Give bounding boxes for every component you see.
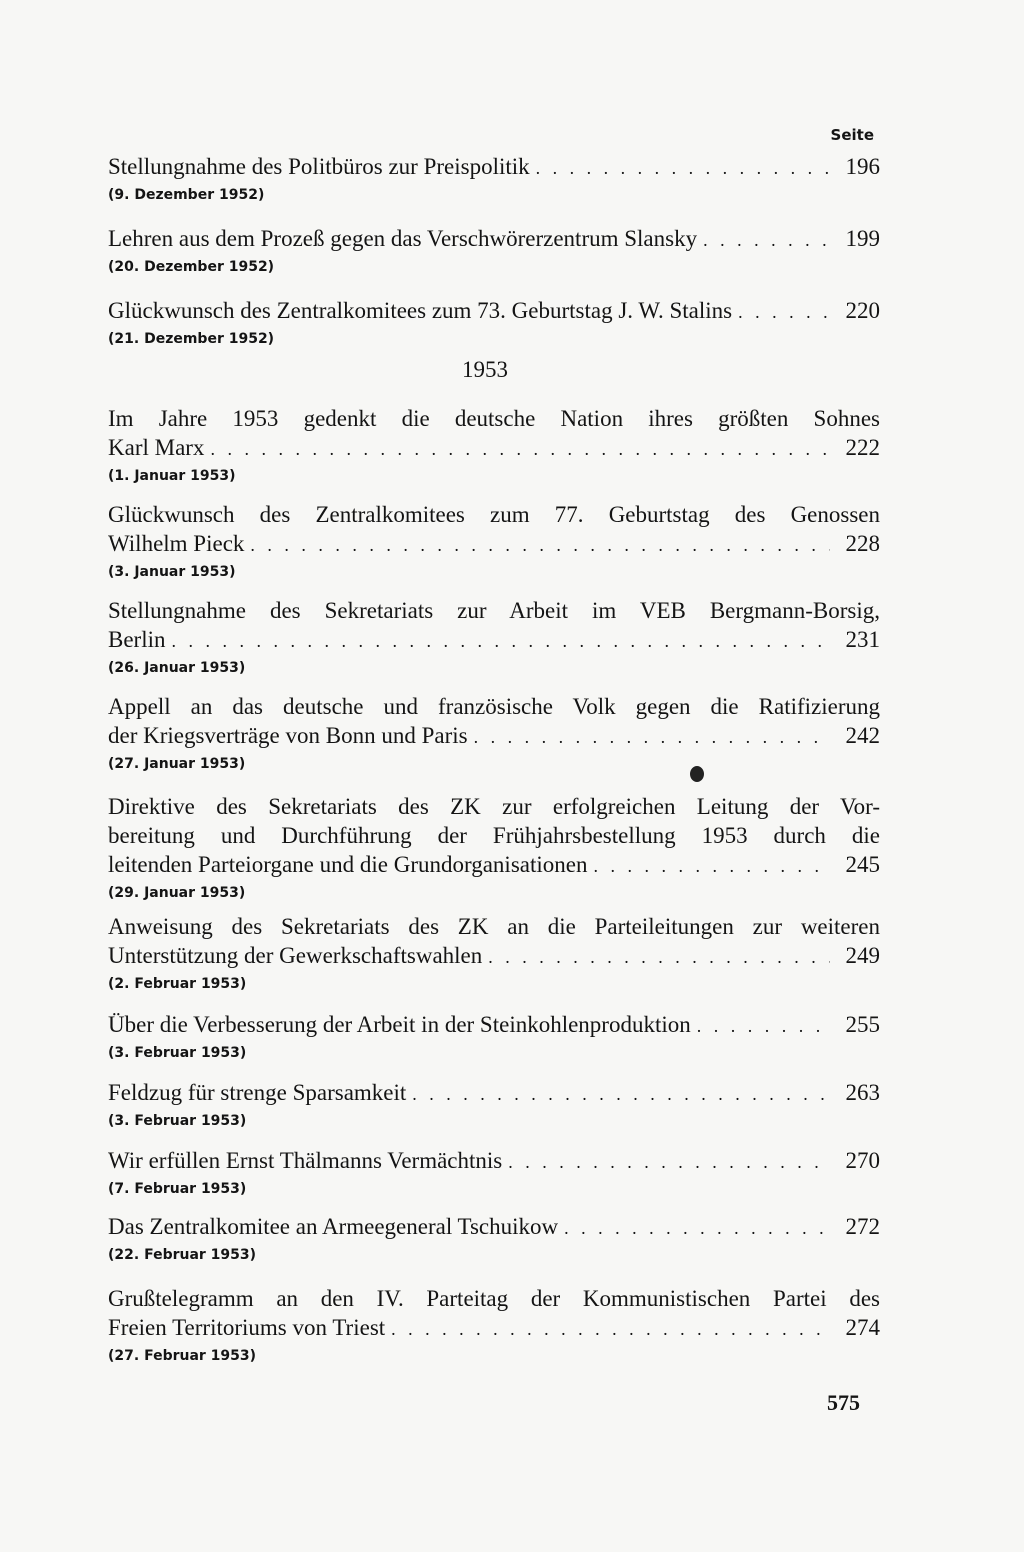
toc-entry-date: (7. Februar 1953) bbox=[108, 1181, 247, 1197]
toc-entry-date: (20. Dezember 1952) bbox=[108, 259, 275, 275]
toc-entry-date: (29. Januar 1953) bbox=[108, 885, 246, 901]
toc-entry-date: (26. Januar 1953) bbox=[108, 660, 246, 676]
leader-dots bbox=[564, 1214, 830, 1243]
toc-entry-title-line: Grußtelegramm an den IV. Parteitag der Kommunistischen Partei des bbox=[108, 1286, 880, 1311]
toc-entry-date: (3. Februar 1953) bbox=[108, 1045, 247, 1061]
page-number: 575 bbox=[827, 1390, 860, 1415]
toc-entry[interactable] bbox=[108, 500, 880, 580]
leader-dots bbox=[210, 435, 830, 464]
leader-dots bbox=[474, 723, 830, 752]
toc-entry[interactable] bbox=[108, 1078, 880, 1129]
leader-dots bbox=[697, 1012, 830, 1041]
page-column-header: Seite bbox=[830, 126, 874, 144]
leader-dots bbox=[593, 852, 830, 881]
leader-dots bbox=[488, 943, 830, 972]
toc-entry-page: 196 bbox=[845, 154, 880, 179]
toc-entry-page: 272 bbox=[845, 1214, 880, 1239]
toc-entry-date: (27. Januar 1953) bbox=[108, 756, 246, 772]
toc-entry-date: (3. Januar 1953) bbox=[108, 564, 236, 580]
toc-entry-title-line bbox=[108, 433, 880, 464]
toc-entry-title: Karl Marx bbox=[108, 435, 205, 460]
toc-entry-page: 222 bbox=[845, 435, 880, 460]
toc-entry[interactable] bbox=[108, 912, 880, 992]
toc-entry-page: 242 bbox=[845, 723, 880, 748]
toc-entry-title: Wir erfüllen Ernst Thälmanns Vermächtnis bbox=[108, 1148, 503, 1173]
toc-entry-page: 228 bbox=[845, 531, 880, 556]
toc-entry-title-line bbox=[108, 1010, 880, 1041]
toc-entry[interactable] bbox=[108, 1010, 880, 1061]
toc-entry-page: 199 bbox=[845, 226, 880, 251]
toc-entry-title: Feldzug für strenge Sparsamkeit bbox=[108, 1080, 407, 1105]
toc-entry-page: 220 bbox=[845, 298, 880, 323]
toc-entry[interactable] bbox=[108, 1284, 880, 1364]
toc-entry-title-line bbox=[108, 152, 880, 183]
ink-blot bbox=[690, 766, 704, 782]
toc-entry-date: (21. Dezember 1952) bbox=[108, 331, 275, 347]
toc-entry-page: 231 bbox=[845, 627, 880, 652]
toc-entry-title-line: bereitung und Durchführung der Frühjahrsbestellung 1953 durch die bbox=[108, 823, 880, 848]
toc-entry-date: (2. Februar 1953) bbox=[108, 976, 247, 992]
toc-entry-title-line: Stellungnahme des Sekretariats zur Arbeit im VEB Bergmann-Borsig, bbox=[108, 598, 880, 623]
toc-entry-title-line: Glückwunsch des Zentralkomitees zum 77. Geburtstag des Genossen bbox=[108, 502, 880, 527]
toc-entry-title-line bbox=[108, 941, 880, 972]
toc-entry-title-line bbox=[108, 850, 880, 881]
toc-entry-title-line bbox=[108, 529, 880, 560]
toc-entry-page: 245 bbox=[845, 852, 880, 877]
toc-entry-title-line: Im Jahre 1953 gedenkt die deutsche Nation ihres größten Sohnes bbox=[108, 406, 880, 431]
leader-dots bbox=[536, 154, 830, 183]
toc-entry[interactable] bbox=[108, 792, 880, 901]
leader-dots bbox=[703, 226, 830, 255]
toc-entry[interactable] bbox=[108, 296, 880, 347]
toc-entry-title: Lehren aus dem Prozeß gegen das Verschwörerzentrum Slansky bbox=[108, 226, 698, 251]
toc-entry-date: (22. Februar 1953) bbox=[108, 1247, 257, 1263]
leader-dots bbox=[508, 1148, 830, 1177]
toc-entry-date: (1. Januar 1953) bbox=[108, 468, 236, 484]
leader-dots bbox=[738, 298, 830, 327]
toc-entry-title-line bbox=[108, 224, 880, 255]
toc-entry-title-line: Appell an das deutsche und französische Volk gegen die Ratifizierung bbox=[108, 694, 880, 719]
toc-entry-page: 255 bbox=[845, 1012, 880, 1037]
toc-entry-page: 270 bbox=[845, 1148, 880, 1173]
toc-entry-title: Wilhelm Pieck bbox=[108, 531, 245, 556]
toc-entry[interactable] bbox=[108, 1212, 880, 1263]
toc-entry-date: (27. Februar 1953) bbox=[108, 1348, 257, 1364]
leader-dots bbox=[250, 531, 830, 560]
toc-entry[interactable] bbox=[108, 1146, 880, 1197]
toc-entry-title-line bbox=[108, 721, 880, 752]
toc-entry-title-line bbox=[108, 1313, 880, 1344]
toc-entry-title: Stellungnahme des Politbüros zur Preispolitik bbox=[108, 154, 530, 179]
toc-entry-title-line: Anweisung des Sekretariats des ZK an die Parteileitungen zur weiteren bbox=[108, 914, 880, 939]
toc-entry[interactable] bbox=[108, 152, 880, 203]
toc-entry[interactable] bbox=[108, 692, 880, 772]
toc-entry-date: (3. Februar 1953) bbox=[108, 1113, 247, 1129]
leader-dots bbox=[172, 627, 831, 656]
toc-entry-title: Unterstützung der Gewerkschaftswahlen bbox=[108, 943, 483, 968]
toc-entry-title: Glückwunsch des Zentralkomitees zum 73. Geburtstag J. W. Stalins bbox=[108, 298, 733, 323]
toc-entry-title-line bbox=[108, 1078, 880, 1109]
toc-entry-date: (9. Dezember 1952) bbox=[108, 187, 265, 203]
toc-entry[interactable] bbox=[108, 224, 880, 275]
leader-dots bbox=[412, 1080, 830, 1109]
toc-entry-title: Über die Verbesserung der Arbeit in der Steinkohlenproduktion bbox=[108, 1012, 691, 1037]
toc-entry-title: Das Zentralkomitee an Armeegeneral Tschuikow bbox=[108, 1214, 559, 1239]
toc-entry-title: Freien Territoriums von Triest bbox=[108, 1315, 386, 1340]
toc-entry-title: der Kriegsverträge von Bonn und Paris bbox=[108, 723, 468, 748]
toc-entry-title-line bbox=[108, 625, 880, 656]
toc-entry[interactable] bbox=[108, 404, 880, 484]
toc-entry-page: 263 bbox=[845, 1080, 880, 1105]
toc-entry-page: 249 bbox=[845, 943, 880, 968]
toc-entry-title-line: Direktive des Sekretariats des ZK zur erfolgreichen Leitung der Vor- bbox=[108, 794, 880, 819]
toc-entry-title-line bbox=[108, 1212, 880, 1243]
toc-entry-title-line bbox=[108, 1146, 880, 1177]
toc-entry-title: Berlin bbox=[108, 627, 166, 652]
year-heading: 1953 bbox=[462, 357, 508, 382]
toc-entry-title: leitenden Parteiorgane und die Grundorganisationen bbox=[108, 852, 588, 877]
toc-entry-title-line bbox=[108, 296, 880, 327]
toc-entry[interactable] bbox=[108, 596, 880, 676]
toc-entry-page: 274 bbox=[845, 1315, 880, 1340]
leader-dots bbox=[391, 1315, 830, 1344]
